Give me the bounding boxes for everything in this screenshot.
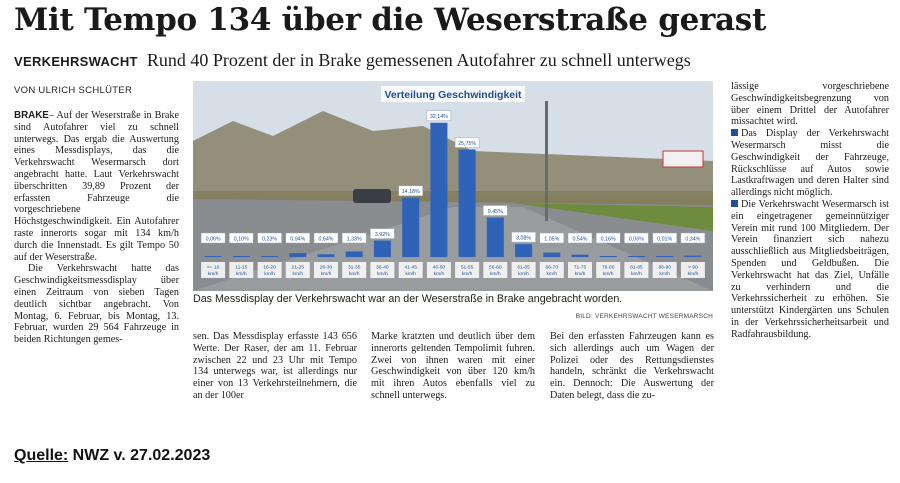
data-label: 0,64% [318,236,334,243]
tick-label: 81-85 km/h [630,265,643,277]
data-label: 14,18% [401,189,420,196]
photo-caption: Das Messdisplay der Verkehrswacht war an der Weserstraße in Brake angebracht worden. [193,293,623,305]
tick-label: 46-50 km/h [432,265,446,277]
data-label: 0,10% [233,236,249,243]
chart-bar [684,256,701,257]
data-label: 3,92% [374,231,390,238]
source-note [14,447,210,465]
tick-label: 36-40 km/h [376,265,389,277]
paragraph-text: Das Display der Verkehrswacht Wesermarsch misst die Geschwindigkeit der Fahrzeuge, Rückschlüsse auf Autos sowie Lastkraftwagen und deren Halter sind allerdings nicht möglich. [731,128,889,199]
paragraph: sen. Das Messdisplay erfasste 143 656 Werte. Der Raser, der am 11. Februar zwischen 22 und 23 Uhr mit Tempo 134 unterwegs war, ist allerdings nur einer von 13 Verkehrsteilnehmern, die an der 100er [193,331,357,401]
data-label: 0,54% [572,236,588,243]
tick-label: 11-15 km/h [235,265,248,277]
data-label: 0,06% [205,236,221,243]
chart-bar [459,150,476,258]
tick-label: 31-35 km/h [347,265,361,277]
chart-title: Verteilung Geschwindigkeit [384,89,522,101]
data-label: 0,06% [628,236,644,243]
chart-bar [289,253,306,257]
paragraph [731,128,889,199]
paragraph-text: – Auf der Weserstraße in Brake sind Autofahrer viel zu schnell unterwegs. Das ergab die Auswertung eines Messdisplays, das die Verkehrswacht Wesermarsch dort angebracht hatte. Laut Verkehrswacht überschritten 39,89 Prozent der erfassten Fahrzeuge die vorgeschriebene Höchstgeschwindigkeit. Ein Autofahrer raste innerorts sogar mit 134 km/h durch die Innenstadt. Es gilt Tempo 50 auf der Weserstraße. [14,110,179,263]
tick-label: 86-90 km/h [658,265,671,277]
article-column-5 [731,81,889,341]
dateline: BRAKE [14,110,49,121]
data-label: 32,14% [429,114,448,121]
chart-bar [600,256,617,257]
tick-label: 16-20 km/h [263,265,276,277]
article-column-4 [550,331,714,402]
street-lamp [545,101,548,221]
tick-label: 71-75 km/h [573,265,587,277]
tick-label: 66-70 km/h [545,265,559,277]
tick-label: 41-45 km/h [404,265,417,277]
tick-label: 26-30 km/h [319,265,333,277]
speed-distribution-chart [193,81,713,291]
paragraph [14,110,179,263]
chart-bar [487,218,504,258]
tick-label: <= 10 km/h [206,265,220,277]
data-label: 9,45% [487,208,503,215]
article-column-1 [14,110,179,346]
chart-bar [402,198,419,257]
data-label: 3,08% [516,235,532,242]
tick-label: 56-60 km/h [489,265,502,277]
paragraph: Bei den erfassten Fahrzeugen kann es sich allerdings auch um Wagen der Polizei oder des Rettungsdienstes handeln, schränkt die Verkehrswacht ein. Dennoch: Die Auswertung der Daten belegt, dass die zu- [550,331,714,401]
paragraph: Marke kratzten und deutlich über dem innerorts geltenden Tempolimit fuhren. Zwei von ihnen waren mit einer Geschwindigkeit von über 120 km/h mit ihren Autos ebenfalls viel zu schnell unterwegs. [371,331,535,401]
tick-label: 51-55 km/h [460,265,474,277]
data-label: 0,16% [600,236,616,243]
article-column-3 [371,331,535,402]
data-label: 0,01% [657,236,673,243]
headline: Mit Tempo 134 über die Weserstraße gerast [14,2,766,38]
tick-label: 61-65 km/h [517,265,530,277]
article-column-2 [193,331,357,402]
car [353,189,391,203]
chart-bar [543,253,560,257]
data-label: 0,94% [290,236,306,243]
paragraph-text: Die Verkehrswacht Wesermarsch ist ein eingetragener gemeinnütziger Verein mit rund 100 Mitgliedern. Der Verein finanziert sich nahezu ausschließlich aus Mitgliedsbeiträgen, Spenden und Geldbußen. Die Verkehrswacht hat das Ziel, Unfälle zu verhindern und die Verkehrssicherheit zu erhöhen. Sie unterstützt Kindergärten uns Schulen in der Verkehrssicherheitsarbeit und Radfahrausbildung. [731,198,889,340]
chart-bar [572,255,589,257]
paragraph: lässige vorgeschriebene Geschwindigkeitsbegrenzung von über einem Drittel der Autofahrer missachtet wird. [731,81,889,128]
chart-bar [346,251,363,257]
chart-bar [628,256,645,257]
square-bullet-icon [731,129,738,136]
photo-credit: BILD: VERKEHRSWACHT WESERMARSCH [575,313,713,320]
data-label: 1,05% [544,236,560,243]
tick-label: 21-25 km/h [291,265,305,277]
chart-bar [318,254,335,257]
source-text: NWZ v. 27.02.2023 [68,447,211,464]
source-label: Quelle: [14,447,69,464]
article-photo [193,81,713,291]
data-label: 0,34% [685,236,701,243]
kicker: VERKEHRSWACHT [14,54,138,69]
data-label: 0,23% [262,236,278,243]
subtitle: Rund 40 Prozent der in Brake gemessenen Autofahrer zu schnell unterwegs [146,50,691,70]
square-bullet-icon [731,200,738,207]
tick-label: 76-80 km/h [601,265,615,277]
chart-bar [515,244,532,257]
chart-bar [656,256,673,257]
chart-bar [374,241,391,257]
paragraph [731,199,889,341]
tick-label: > 90 km/h [687,265,699,277]
paragraph: Die Verkehrswacht hatte das Geschwindigkeitsmessdisplay über einen Zeitraum von sieben Tagen deutlich sichtbar angebracht. Von Montag, 6. Februar, bis Montag, 13. Februar, wurden 29 564 Fahrzeuge in beiden Richtungen gemes- [14,263,179,346]
chart-bar [233,256,250,257]
road-sign [663,151,703,167]
chart-bar [205,256,222,257]
data-label: 25,75% [458,140,477,147]
data-label: 1,33% [346,236,362,243]
subline [14,50,894,71]
chart-bar [430,123,447,257]
byline: VON ULRICH SCHLÜTER [14,85,133,96]
chart-bar [261,256,278,257]
